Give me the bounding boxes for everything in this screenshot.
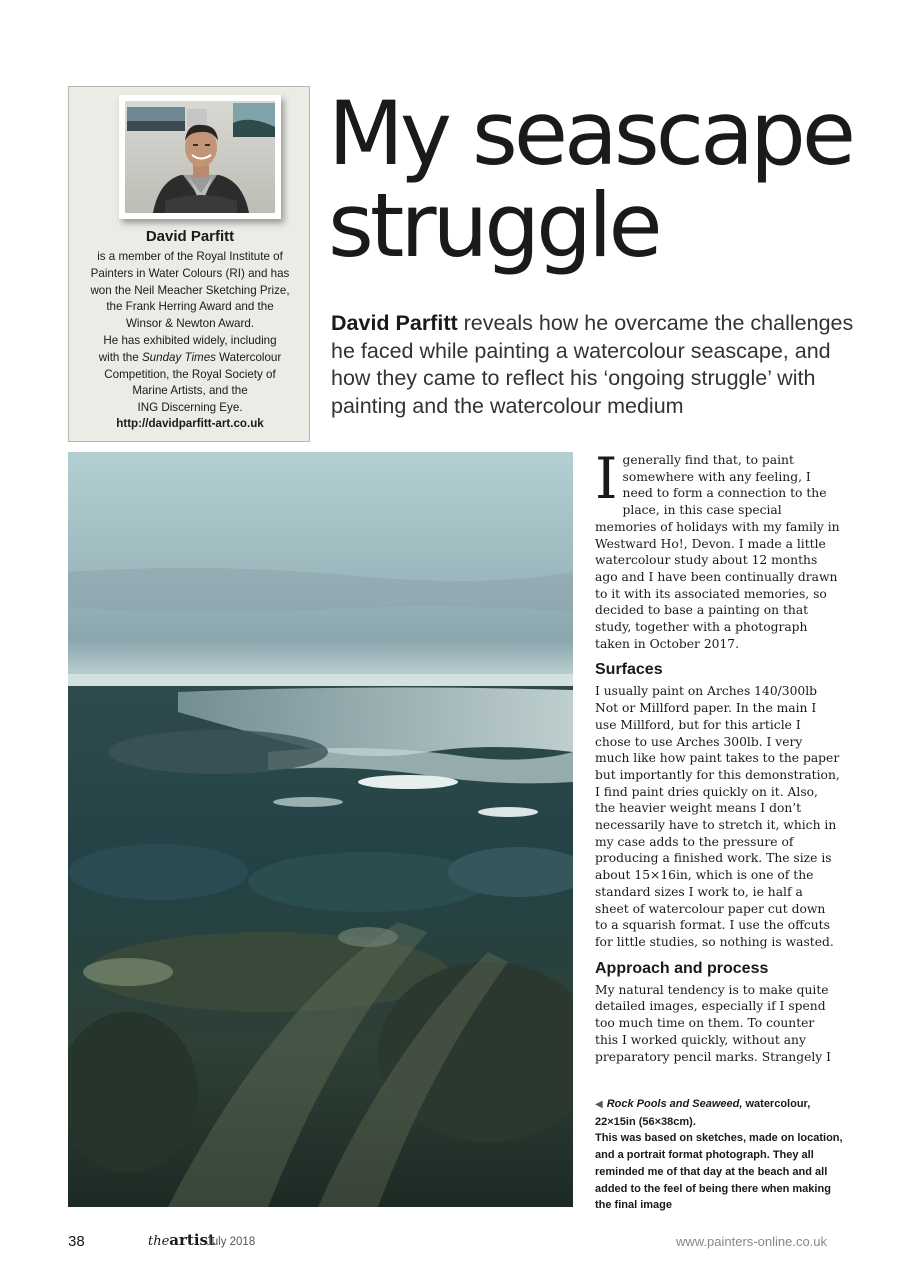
author-photo [119, 95, 281, 219]
magazine-logo: theartist [148, 1231, 215, 1249]
article-body [595, 446, 840, 1065]
issue-date: July 2018 [206, 1236, 256, 1248]
painting-caption: ◀ Rock Pools and Seaweed, watercolour, 22×15in (56×38cm). This was based on sketches, made on location, and a portrait format photograph. They all reminded me of that day at the beach and all added to the feel of being there when making the final image [595, 1098, 843, 1212]
rock-pools-painting-image [68, 452, 573, 1207]
section-heading-approach: Approach and process [595, 959, 769, 977]
section-text-surfaces: I usually paint on Arches 140/300lb Not or Millford paper. In the main I use Millford, but for this article I chose to use Arches 300lb. I very much like how paint takes to the paper but importantly for this demonstration, I find paint dries quickly on it. Also, the heavier weight means I don’t necessarily have to stretch it, which in my case adds to the pressure of producing a finished work. The size is about 15×16in, which is one of the standard sizes I work to, ie half a sheet of watercolour paper cut down to a squarish format. I use the offcuts for little studies, so nothing is wasted. [595, 684, 840, 949]
author-bio-text: is a member of the Royal Institute of Painters in Water Colours (RI) and has won the Neil Meacher Sketching Prize, the Frank Herring Award and the Winsor & Newton Award. He has exhibited widely, including with the Sunday Times Watercolour Competition, the Royal Society of Marine Artists, and the ING Discerning Eye. [90, 250, 290, 415]
author-website-link[interactable]: http://davidparfitt-art.co.uk [116, 417, 264, 430]
drop-cap: I [595, 446, 618, 512]
website-link[interactable]: www.painters-online.co.uk [676, 1234, 828, 1249]
section-text-approach: My natural tendency is to make quite detailed images, especially if I spend too much time on them. To counter this I worked quickly, without any preparatory pencil marks. Strangely I [595, 982, 831, 1064]
article-standfirst: David Parfitt reveals how he overcame the challenges he faced while painting a watercolour seascape, and how they came to reflect his ‘ongoing struggle’ with painting and the watercolour medium [331, 311, 854, 418]
page-number: 38 [68, 1233, 85, 1250]
article-title: My seascape struggle [328, 82, 853, 277]
section-heading-surfaces: Surfaces [595, 661, 663, 679]
author-bio-box [68, 86, 310, 442]
seascape-painting [68, 452, 573, 1207]
caption-arrow-icon: ◀ [595, 1099, 603, 1110]
author-portrait-image [125, 101, 275, 213]
author-name: David Parfitt [145, 228, 235, 245]
intro-paragraph: Igenerally find that, to paint somewhere with any feeling, I need to form a connection to the place, in this case special memories of holidays with my family in Westward Ho!, Devon. I made a little watercolour study about 12 months ago and I have been continually drawn to it with its associated memories, so decided to base a painting on that study, together with a photograph taken in October 2017. [595, 446, 840, 651]
